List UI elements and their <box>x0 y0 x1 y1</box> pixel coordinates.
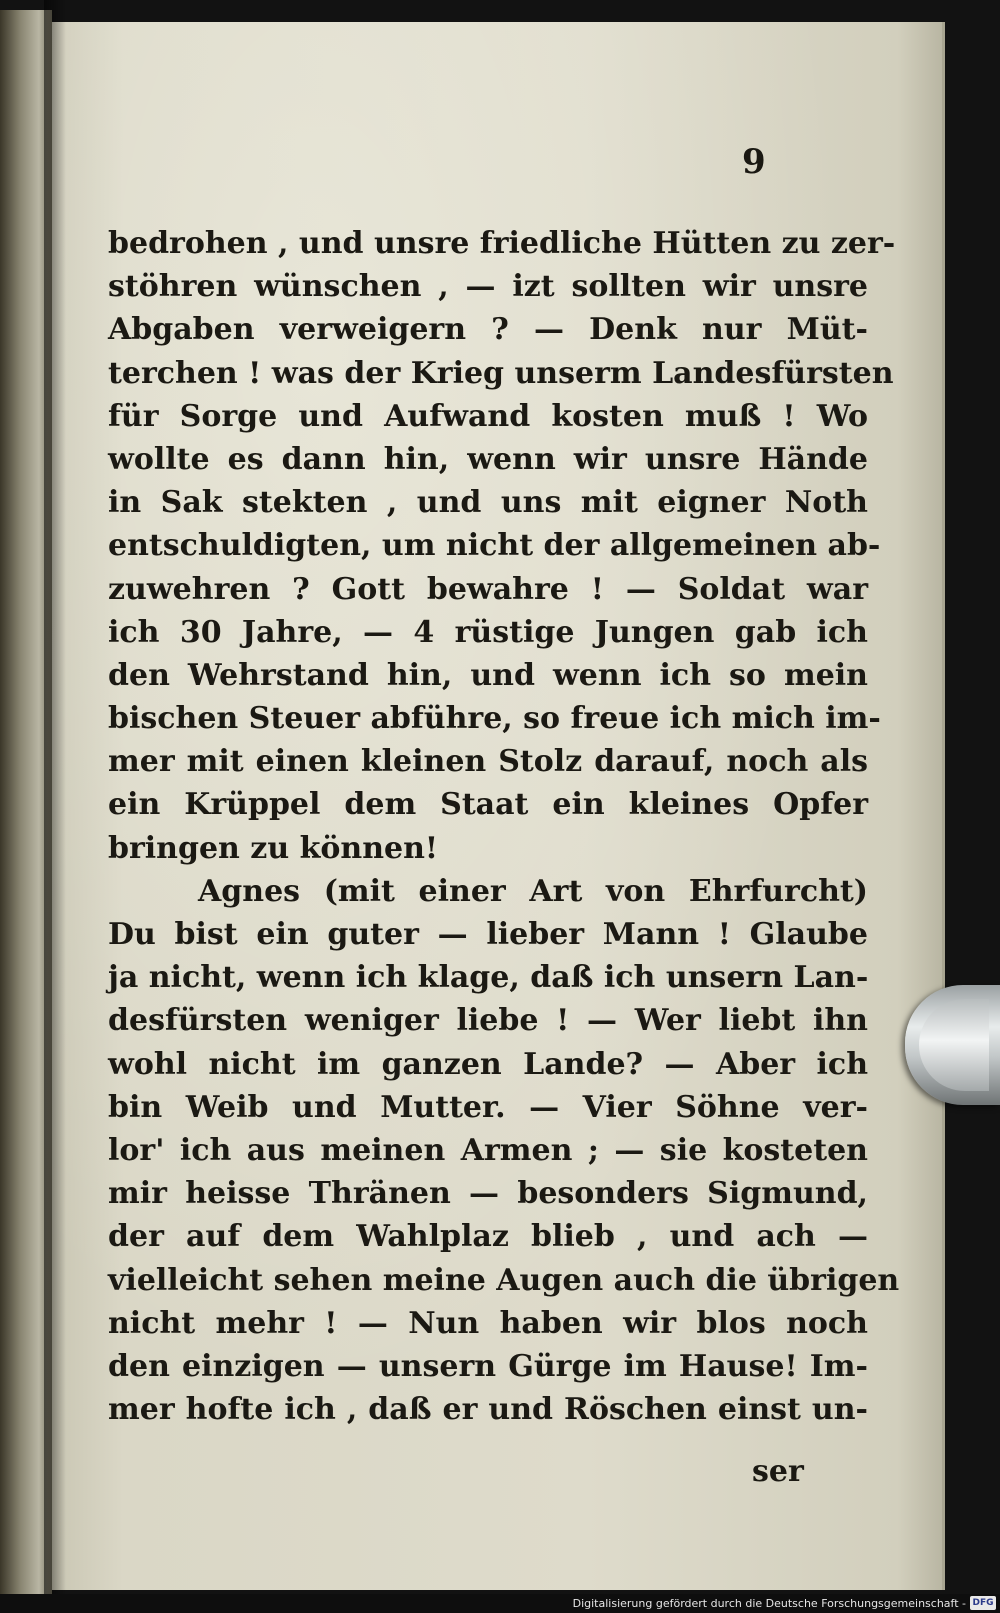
text-line: ein Krüppel dem Staat ein kleines Opfer <box>108 787 868 823</box>
text-line: mer mit einen kleinen Stolz darauf, noch als <box>108 744 868 780</box>
text-line: ja nicht, wenn ich klage, daß ich unsern Lan- <box>108 960 869 996</box>
text-line: in Sak stekten , und uns mit eigner Noth <box>108 485 868 521</box>
text-line: für Sorge und Aufwand kosten muß ! Wo <box>108 398 868 434</box>
book-page <box>52 22 945 1590</box>
text-line: stöhren wünschen , — izt sollten wir unsre <box>108 269 868 305</box>
catchword: ser <box>752 1454 804 1489</box>
text-line: bischen Steuer abführe, so freue ich mich im- <box>108 701 881 737</box>
text-line: mir heisse Thränen — besonders Sigmund, <box>108 1176 868 1212</box>
text-line: bedrohen , und unsre friedliche Hütten zu zer- <box>108 226 896 261</box>
text-line: terchen ! was der Krieg unserm Landesfürsten <box>108 355 894 391</box>
text-line: Abgaben verweigern ? — Denk nur Müt- <box>108 312 868 348</box>
dfg-logo: DFG <box>970 1596 996 1610</box>
text-line: den einzigen — unsern Gürge im Hause! Im- <box>108 1348 868 1384</box>
text-line: den Wehrstand hin, und wenn ich so mein <box>108 657 868 693</box>
page-number: 9 <box>742 142 766 182</box>
gutter-shadow <box>44 0 66 1613</box>
text-line: mer hofte ich , daß er und Röschen einst un- <box>108 1392 868 1428</box>
speaker-line: Agnes (mit einer Art von Ehrfurcht) <box>198 873 868 909</box>
text-line: ich 30 Jahre, — 4 rüstige Jungen gab ich <box>108 614 868 650</box>
text-line: bringen zu können! <box>108 830 439 866</box>
footer-credit: Digitalisierung gefördert durch die Deutsche Forschungsgemeinschaft - <box>572 1597 966 1610</box>
text-line: wohl nicht im ganzen Lande? — Aber ich <box>108 1046 868 1082</box>
text-line: nicht mehr ! — Nun haben wir blos noch <box>108 1305 868 1341</box>
text-line: entschuldigten, um nicht der allgemeinen ab- <box>108 528 881 564</box>
text-line: bin Weib und Mutter. — Vier Söhne ver- <box>108 1089 868 1125</box>
text-line: desfürsten weniger liebe ! — Wer liebt ihn <box>108 1003 868 1039</box>
text-line: lor' ich aus meinen Armen ; — sie kosteten <box>108 1132 868 1168</box>
page-text <box>108 222 900 1431</box>
page-clip-highlight <box>919 999 989 1091</box>
text-line: vielleicht sehen meine Augen auch die übrigen <box>108 1262 900 1298</box>
text-line: Du bist ein guter — lieber Mann ! Glaube <box>108 917 868 952</box>
text-line: der auf dem Wahlplaz blieb , und ach — <box>108 1219 868 1255</box>
text-line: wollte es dann hin, wenn wir unsre Hände <box>108 441 868 477</box>
text-line: zuwehren ? Gott bewahre ! — Soldat war <box>108 571 868 607</box>
